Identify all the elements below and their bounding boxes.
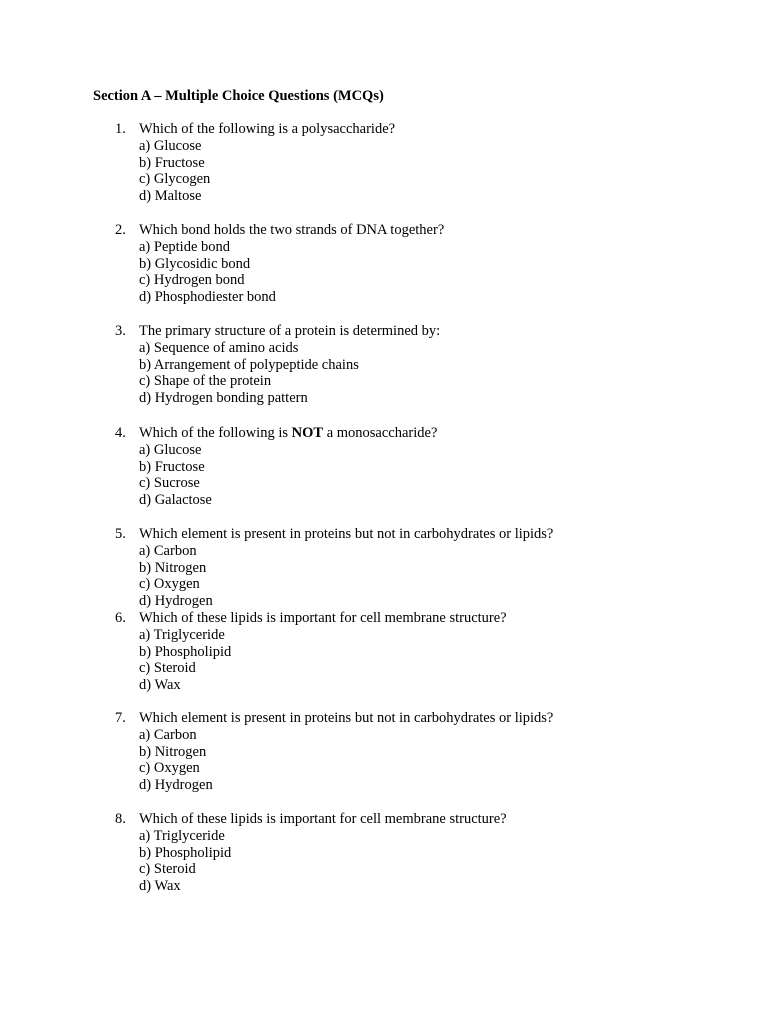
option-a: a) Sequence of amino acids: [139, 339, 299, 356]
option-b: b) Fructose: [139, 154, 205, 171]
question-text: Which of these lipids is important for cell membrane structure?: [139, 811, 507, 827]
option-c: c) Steroid: [139, 861, 196, 878]
question-text: Which element is present in proteins but not in carbohydrates or lipids?: [139, 710, 554, 726]
question-text: Which of these lipids is important for cell membrane structure?: [139, 610, 507, 626]
question-number: 7.: [115, 710, 126, 726]
option-d: d) Wax: [139, 878, 181, 895]
option-a: a) Peptide bond: [139, 238, 231, 255]
question-number: 1.: [115, 121, 126, 137]
option-b: b) Glycosidic bond: [139, 255, 251, 272]
option-c: c) Shape of the protein: [139, 373, 272, 390]
option-list: [139, 627, 231, 694]
option-d: d) Hydrogen: [139, 777, 213, 794]
question-number: 5.: [115, 526, 126, 542]
question-text: Which element is present in proteins but not in carbohydrates or lipids?: [139, 526, 554, 542]
question-number: 4.: [115, 425, 126, 441]
option-d: d) Phosphodiester bond: [139, 289, 276, 306]
question-number: 6.: [115, 610, 126, 626]
question-text-emphasis: NOT: [291, 425, 324, 441]
option-list: [139, 828, 231, 895]
question-text-after: a monosaccharide?: [323, 425, 438, 441]
option-c: c) Sucrose: [139, 475, 200, 492]
option-d: d) Wax: [139, 677, 181, 694]
question-number: 3.: [115, 323, 126, 339]
option-b: b) Nitrogen: [139, 743, 207, 760]
option-d: d) Hydrogen: [139, 593, 213, 610]
section-title: Section A – Multiple Choice Questions (MCQs): [93, 88, 384, 104]
option-d: d) Maltose: [139, 188, 202, 205]
option-list: [139, 727, 213, 794]
option-c: c) Glycogen: [139, 171, 211, 188]
question-text: Which bond holds the two strands of DNA together?: [139, 222, 445, 238]
question-text: [139, 425, 437, 442]
question-number: 2.: [115, 222, 126, 238]
option-list: [139, 340, 359, 407]
option-a: a) Glucose: [139, 441, 202, 458]
option-b: b) Nitrogen: [139, 559, 207, 576]
option-b: b) Phospholipid: [139, 844, 232, 861]
option-list: [139, 239, 276, 306]
option-b: b) Arrangement of polypeptide chains: [139, 356, 359, 373]
question-text-before: Which of the following is: [139, 425, 292, 441]
option-b: b) Phospholipid: [139, 643, 232, 660]
option-c: c) Hydrogen bond: [139, 272, 245, 289]
question-text: The primary structure of a protein is determined by:: [139, 323, 441, 339]
option-a: a) Carbon: [139, 542, 197, 559]
option-list: [139, 138, 210, 205]
question-text: Which of the following is a polysaccharide?: [139, 121, 396, 137]
option-a: a) Carbon: [139, 726, 197, 743]
option-a: a) Triglyceride: [139, 626, 225, 643]
option-c: c) Oxygen: [139, 760, 200, 777]
option-a: a) Glucose: [139, 137, 202, 154]
question-number: 8.: [115, 811, 126, 827]
option-a: a) Triglyceride: [139, 827, 225, 844]
option-d: d) Hydrogen bonding pattern: [139, 390, 308, 407]
option-c: c) Steroid: [139, 660, 196, 677]
option-list: [139, 442, 212, 509]
option-list: [139, 543, 213, 610]
option-d: d) Galactose: [139, 492, 212, 509]
option-c: c) Oxygen: [139, 576, 200, 593]
option-b: b) Fructose: [139, 458, 205, 475]
